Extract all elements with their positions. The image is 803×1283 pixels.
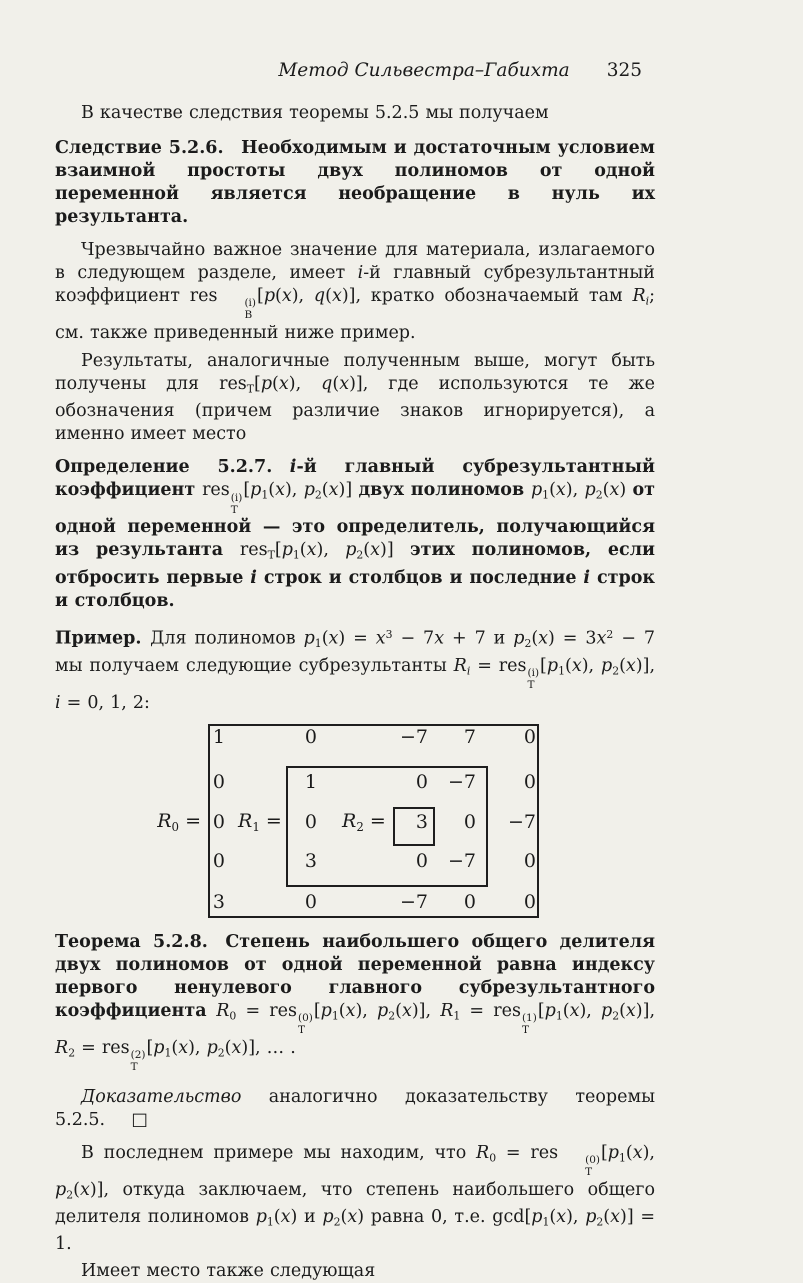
text-run: p: [281, 540, 293, 561]
matrix-cell-r1c4: 7: [463, 725, 476, 748]
matrix-cell-r3c5: −7: [507, 810, 536, 833]
text-run: x: [610, 1207, 620, 1228]
text-run: R: [342, 809, 357, 832]
text-run: 1: [542, 1215, 550, 1229]
text-run: R: [157, 809, 172, 832]
text-run: p: [600, 655, 613, 676]
text-run: ) =: [338, 628, 376, 649]
superscript: (i): [527, 667, 540, 680]
text-run: Степень наибольшего общего делителя двух полиномов от одной переменной равна индексу первого ненулевого главного субрезультантного коэффициента: [55, 931, 656, 1021]
subscript: T: [585, 1165, 593, 1178]
text-run: (: [321, 480, 329, 501]
theorem-5-2-8: [55, 931, 655, 1074]
text-run: p: [513, 628, 525, 649]
text-run: x: [609, 480, 620, 501]
superscript: (0): [585, 1154, 600, 1167]
text-run: [: [274, 540, 282, 561]
paragraph-results: [55, 350, 655, 446]
text-run: 2: [356, 548, 364, 562]
text-run: ): [619, 480, 633, 501]
matrix-cell-r5c2: 0: [304, 890, 317, 913]
matrix-cell-r3c1: 0: [212, 810, 225, 833]
subscript: B: [244, 309, 253, 322]
text-run: )],: [635, 1000, 656, 1021]
text-run: 2: [612, 664, 620, 678]
text-run: = res: [496, 1142, 559, 1163]
text-run: p: [206, 1037, 218, 1058]
text-run: = res: [75, 1037, 130, 1058]
text-run: [: [243, 480, 251, 501]
text-run: p: [263, 286, 276, 306]
example-paragraph: [55, 623, 655, 715]
text-run: x: [275, 480, 285, 501]
text-run: − 7: [392, 628, 435, 649]
sup-sub-stack: [131, 1050, 146, 1074]
matrix-cell-r4c4: −7: [447, 849, 476, 872]
text-run: p: [260, 373, 273, 394]
text-run: = res: [460, 1000, 521, 1021]
text-run: (: [224, 1037, 232, 1058]
text-run: 2: [612, 1009, 620, 1023]
text-run: ),: [565, 480, 585, 501]
text-run: 1: [314, 636, 322, 650]
matrix-cell-r3c3: 3: [415, 810, 428, 833]
text-run: R: [55, 1037, 69, 1058]
text-run: 2: [66, 1188, 74, 1202]
text-run: =: [179, 809, 201, 832]
text-run: (: [73, 1179, 80, 1200]
text-run: T: [267, 548, 275, 562]
text-run: □: [105, 1109, 148, 1130]
text-run: R: [238, 809, 253, 832]
sup-sub-stack: [231, 493, 243, 517]
text-run: 1: [252, 819, 260, 834]
matrix-cell-r1c2: 0: [304, 725, 317, 748]
text-run: этих полиномов, если отбросить первые: [55, 540, 656, 588]
text-run: ),: [188, 1037, 207, 1058]
text-run: p: [377, 1000, 389, 1021]
matrix-cell-r4c1: 0: [212, 849, 225, 872]
text-run: p: [255, 1207, 267, 1228]
sup-sub-stack: [218, 298, 256, 322]
text-run: ),: [355, 1000, 378, 1021]
text-run: )],: [635, 655, 656, 676]
text-run: -й главный субрезультантный коэффициент: [55, 457, 655, 501]
subscript: T: [297, 1023, 305, 1036]
text-run: i: [55, 692, 61, 713]
text-run: q: [313, 286, 326, 306]
text-run: [: [257, 286, 264, 306]
matrix-cell-r2c1: 0: [212, 770, 225, 793]
matrix-cell-r5c1: 3: [212, 890, 225, 913]
text-run: x: [375, 628, 386, 649]
text-run: p: [584, 480, 596, 501]
text-run: от одной переменной — это определитель, получающийся из результанта: [55, 480, 655, 561]
text-run: res: [239, 540, 268, 561]
text-run: x: [555, 480, 566, 501]
text-run: ; см. также приведенный ниже пример.: [55, 286, 655, 343]
text-run: -й главный субрезультантный коэффициент res: [55, 263, 655, 306]
text-run: В качестве следствия теоремы 5.2.5 мы получаем: [81, 103, 549, 123]
page-number: 325: [606, 60, 642, 81]
subscript: T: [521, 1023, 529, 1036]
text-run: p: [322, 1207, 334, 1228]
text-run: 2: [524, 636, 532, 650]
text-run: (: [395, 1000, 402, 1021]
sup-sub-stack: [559, 1155, 600, 1179]
text-run: x: [625, 1000, 636, 1021]
text-run: = res: [470, 655, 527, 676]
text-run: (: [332, 373, 340, 394]
text-run: ) = 3: [548, 628, 597, 649]
text-run: ),: [581, 655, 601, 676]
paragraph-closing: [55, 1260, 655, 1283]
text-run: p: [546, 655, 559, 676]
text-run: ),: [642, 1142, 655, 1163]
matrix-cell-r3c2: 0: [304, 810, 317, 833]
text-run: p: [607, 1142, 619, 1163]
text-run: ),: [284, 480, 304, 501]
matrix-cell-r3c4: 0: [463, 810, 476, 833]
text-run: p: [544, 1000, 556, 1021]
text-run: x: [347, 1207, 358, 1228]
text-run: = 0, 1, 2:: [60, 692, 150, 713]
matrix-cell-r2c5: 0: [523, 770, 536, 793]
text-run: ),: [316, 540, 346, 561]
text-run: p: [303, 480, 315, 501]
text-run: q: [321, 373, 333, 394]
text-run: x: [625, 655, 636, 676]
matrix-cell-r1c3: −7: [399, 725, 428, 748]
text-run: i: [645, 294, 650, 308]
text-run: x: [339, 373, 350, 394]
text-run: x: [596, 628, 607, 649]
text-run: R: [476, 1142, 490, 1163]
text-run: )] = 1.: [55, 1207, 656, 1255]
text-run: x: [231, 1037, 242, 1058]
matrix-cell-r1c5: 0: [523, 725, 536, 748]
subscript: T: [130, 1060, 138, 1073]
text-run: )], … .: [241, 1037, 296, 1058]
text-run: двух полиномов: [358, 480, 531, 501]
definition-5-2-7: [55, 456, 655, 612]
text-run: x: [538, 628, 549, 649]
text-run: (: [171, 1037, 179, 1058]
sup-sub-stack: [298, 1013, 313, 1037]
text-run: Имеет место также следующая: [81, 1261, 376, 1282]
text-run: 0: [229, 1009, 237, 1023]
text-run: R: [632, 286, 646, 306]
text-run: x: [370, 540, 380, 561]
sup-sub-stack: [527, 668, 539, 692]
text-run: T: [246, 382, 255, 396]
matrix-cell-r2c4: −7: [447, 770, 476, 793]
text-run: R: [453, 655, 467, 676]
text-run: [: [540, 655, 547, 676]
running-head: [55, 58, 655, 84]
text-run: [: [146, 1037, 154, 1058]
paragraph-conclusion: [55, 1142, 655, 1257]
matrix-cell-r5c4: 0: [463, 890, 476, 913]
text-run: (: [363, 540, 371, 561]
text-run: =: [363, 809, 386, 832]
text-run: x: [328, 628, 339, 649]
text-run: (: [275, 286, 282, 306]
text-run: x: [278, 373, 289, 394]
text-run: i: [289, 457, 297, 478]
text-run: 1: [542, 488, 550, 502]
text-run: строк и столбцов и последние: [256, 567, 584, 588]
corollary-5-2-6: [55, 137, 655, 229]
text-run: В последнем примере мы находим, что: [81, 1142, 477, 1163]
matrix-cell-r2c2: 1: [304, 770, 317, 793]
text-run: [: [537, 1000, 545, 1021]
text-run: )],: [411, 1000, 441, 1021]
text-run: ) равна 0, т.е. gcd[: [357, 1207, 532, 1228]
text-run: Следствие 5.2.6.: [55, 138, 242, 158]
text-run: R: [216, 1000, 230, 1021]
text-run: p: [303, 628, 315, 649]
text-run: + 7 и: [444, 628, 514, 649]
text-run: ),: [291, 286, 314, 306]
text-run: x: [280, 1207, 291, 1228]
text-run: p: [250, 480, 262, 501]
text-run: x: [328, 480, 339, 501]
text-run: x: [345, 1000, 356, 1021]
text-run: ),: [566, 1207, 586, 1228]
text-run: (: [562, 1000, 570, 1021]
matrix-cell-r4c3: 0: [415, 849, 428, 872]
text-run: (: [268, 480, 276, 501]
text-run: 1: [292, 548, 300, 562]
text-run: Теорема 5.2.8.: [55, 931, 226, 952]
text-run: [: [313, 1000, 321, 1021]
text-run: R: [440, 1000, 454, 1021]
matrix-cell-r4c5: 0: [523, 849, 536, 872]
text-run: p: [600, 1000, 613, 1021]
subscript: T: [230, 503, 238, 516]
text-run: (: [338, 1000, 346, 1021]
matrix-cell-r5c5: 0: [523, 890, 536, 913]
text-run: x: [434, 628, 445, 649]
text-run: 2: [595, 488, 603, 502]
matrix-cell-r1c1: 1: [212, 725, 225, 748]
text-run: Чрезвычайно важное значение для материала, излагаемого в следующем разделе, имеет: [55, 240, 655, 283]
text-run: i: [357, 263, 364, 283]
text-run: p: [55, 1179, 67, 1200]
paragraph-importance: [55, 239, 655, 345]
text-run: 2: [217, 1046, 225, 1060]
text-run: (: [619, 655, 626, 676]
text-run: 3: [385, 627, 393, 641]
text-run: )], откуда заключаем, что степень наибольшего общего делителя полиномов: [55, 1179, 655, 1228]
text-run: (: [549, 480, 556, 501]
text-run: 1: [453, 1009, 461, 1023]
text-run: p: [530, 480, 543, 501]
subscript: T: [527, 678, 535, 691]
superscript: (2): [130, 1049, 146, 1062]
text-run: Определение 5.2.7.: [55, 457, 290, 478]
superscript: (i): [230, 491, 243, 504]
text-run: i: [250, 567, 257, 588]
text-run: = res: [236, 1000, 297, 1021]
text-run: [: [600, 1142, 608, 1163]
text-run: x: [632, 1142, 643, 1163]
superscript: (i): [244, 297, 256, 310]
text-run: 2: [68, 1046, 76, 1060]
text-run: x: [281, 286, 292, 306]
text-run: x: [79, 1179, 90, 1200]
text-run: 2: [356, 819, 364, 834]
text-run: строк и столбцов.: [55, 567, 656, 611]
paragraph-intro: [55, 102, 655, 125]
proof-paragraph: [55, 1086, 655, 1132]
sup-sub-stack: [522, 1013, 537, 1037]
text-run: p: [531, 1207, 543, 1228]
text-run: =: [259, 809, 282, 832]
text-run: i: [466, 664, 471, 678]
text-run: x: [401, 1000, 412, 1021]
text-run: (: [321, 628, 329, 649]
text-run: 2: [333, 1215, 341, 1229]
text-run: (: [619, 1000, 626, 1021]
text-run: (: [340, 1207, 348, 1228]
text-run: ) и: [290, 1207, 323, 1228]
text-run: res: [202, 480, 230, 501]
text-run: )], где используются те же обозначения (причем различие знаков игнорируется), а именно имеет место: [55, 373, 656, 445]
matrix-cell-r4c2: 3: [304, 849, 317, 872]
text-run: 1: [558, 664, 565, 678]
text-run: (: [272, 373, 279, 394]
text-run: (: [299, 540, 307, 561]
text-run: ),: [579, 1000, 601, 1021]
text-run: (: [603, 1207, 611, 1228]
text-run: x: [556, 1207, 567, 1228]
text-run: 1: [164, 1046, 172, 1060]
text-run: 1: [331, 1009, 339, 1023]
text-run: x: [571, 655, 582, 676]
text-run: 1: [261, 488, 269, 502]
text-run: 1: [619, 1151, 626, 1165]
text-run: Результаты, аналогичные полученным выше, могут быть получены для res: [55, 350, 655, 394]
subresultant-matrix-figure: [55, 722, 655, 922]
text-run: (: [273, 1207, 281, 1228]
text-run: (: [325, 286, 332, 306]
text-run: p: [153, 1037, 165, 1058]
text-run: 1: [555, 1009, 563, 1023]
text-run: x: [178, 1037, 189, 1058]
running-head-title: Метод Сильвестра–Габихта: [278, 60, 570, 81]
matrix-cell-r2c3: 0: [415, 770, 428, 793]
superscript: (1): [521, 1012, 537, 1025]
text-run: аналогично доказательству теоремы 5.2.5.: [55, 1086, 655, 1130]
text-run: 0: [171, 819, 180, 834]
text-run: Доказательство: [81, 1086, 242, 1107]
text-run: Необходимым и достаточным условием взаимной простоты двух полиномов от одной переменной является необращение в нуль их результанта.: [55, 138, 655, 227]
text-run: 2: [596, 1215, 604, 1229]
text-run: )], кратко обозначаемый там: [341, 286, 633, 306]
text-run: x: [331, 286, 342, 306]
text-run: [: [254, 373, 261, 394]
text-run: )]: [380, 540, 410, 561]
text-run: i: [583, 567, 591, 588]
superscript: (0): [297, 1012, 313, 1025]
text-run: Для полиномов: [150, 628, 304, 649]
text-run: (: [602, 480, 610, 501]
text-run: x: [569, 1000, 580, 1021]
text-run: ),: [288, 373, 322, 394]
text-run: p: [585, 1207, 597, 1228]
text-run: (: [625, 1142, 633, 1163]
text-run: 0: [489, 1151, 497, 1165]
matrix-cell-r5c3: −7: [399, 890, 428, 913]
text-run: Пример.: [55, 628, 151, 649]
text-run: 2: [606, 627, 614, 641]
text-run: (: [531, 628, 539, 649]
text-run: )]: [338, 480, 359, 501]
text-run: (: [564, 655, 572, 676]
text-run: (: [549, 1207, 557, 1228]
text-run: 2: [388, 1009, 396, 1023]
text-run: 1: [266, 1215, 274, 1229]
text-run: 2: [314, 488, 322, 502]
text-run: − 7 мы получаем следующие субрезультанты: [55, 628, 655, 676]
text-run: p: [345, 540, 357, 561]
text-run: p: [320, 1000, 332, 1021]
text-run: x: [306, 540, 317, 561]
